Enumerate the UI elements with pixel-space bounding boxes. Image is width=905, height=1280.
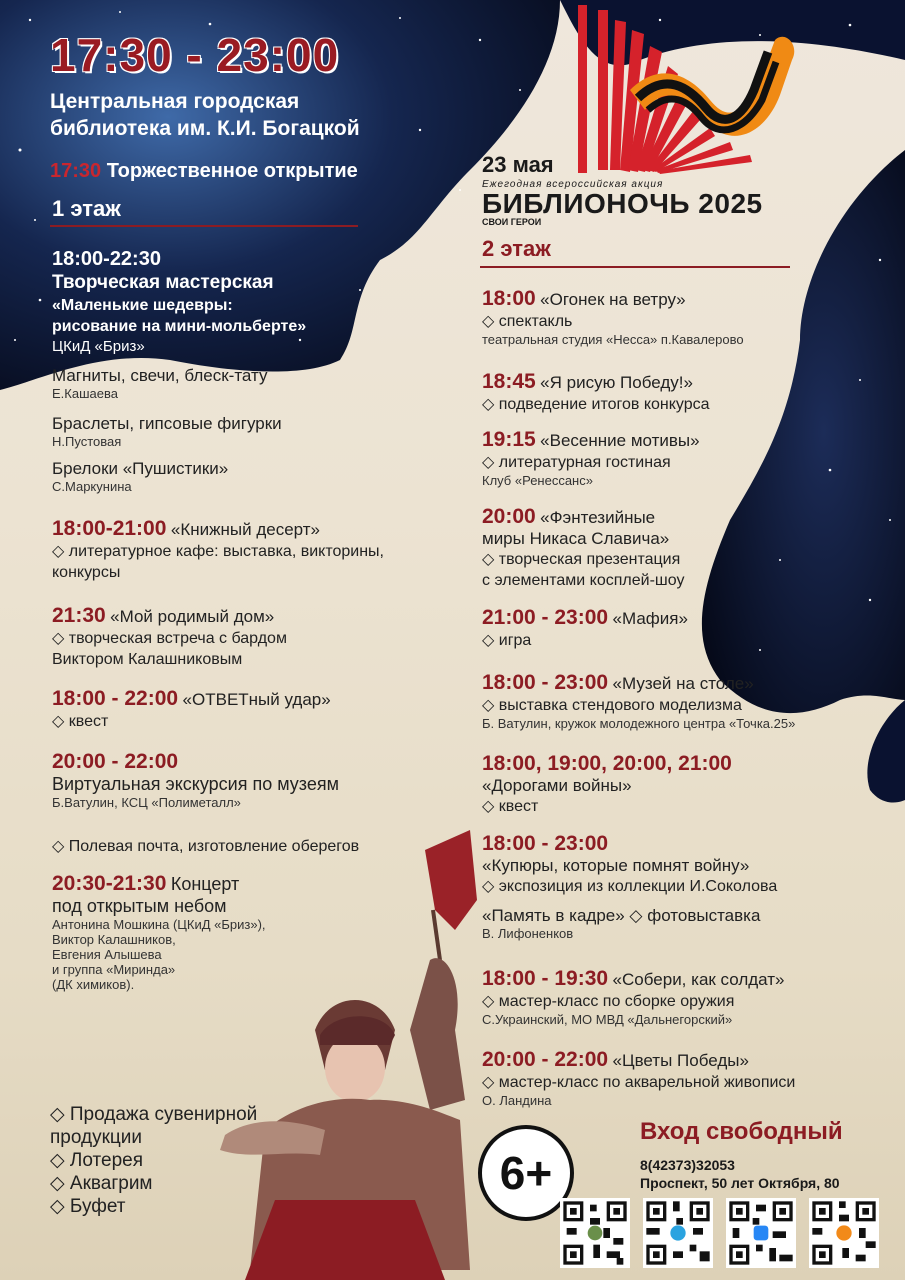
workshop-time: 18:00-22:30 <box>52 248 161 270</box>
floor2-event <box>482 752 902 817</box>
performer: Антонина Мошкина (ЦКиД «Бриз»), <box>52 917 266 932</box>
event-virtual-museum <box>52 750 452 810</box>
event-field-mail: ◇ Полевая почта, изготовление оберегов <box>52 838 360 855</box>
floor2-event <box>482 505 902 591</box>
event-organizer: О. Ландина <box>482 1093 552 1108</box>
workshop-org: ЦКиД «Бриз» <box>52 338 145 355</box>
workshop-item-author: Е.Кашаева <box>52 386 118 401</box>
event-title: «Музей на столе» <box>612 674 754 693</box>
opening-time: 17:30 <box>50 160 102 182</box>
extras-item: ◇ Буфет <box>50 1196 126 1217</box>
event-description: с элементами косплей-шоу <box>482 572 685 589</box>
event-title: «Мой родимый дом» <box>110 607 275 626</box>
event-time: 20:00 - 22:00 <box>52 750 179 773</box>
event-time: 18:45 <box>482 370 536 393</box>
workshop-item-author: Н.Пустовая <box>52 434 122 449</box>
campaign-theme: СВОИ ГЕРОИ <box>482 217 542 227</box>
performer: Виктор Калашников, <box>52 932 176 947</box>
extras-item: продукции <box>50 1127 143 1148</box>
event-book-dessert <box>52 517 472 583</box>
floor2-event <box>482 370 902 415</box>
event-hours: 17:30 - 23:00 <box>50 29 340 81</box>
workshop-item <box>52 366 267 401</box>
phone-number: 8(42373)32053 <box>640 1157 735 1173</box>
floor1-label: 1 этаж <box>52 196 121 221</box>
event-time: 20:00 - 22:00 <box>482 1048 609 1071</box>
performer: и группа «Миринда» <box>52 962 176 977</box>
library-name-line2: библиотека им. К.И. Богацкой <box>50 117 360 140</box>
event-organizer: Б. Ватулин, кружок молодежного центра «Точка.25» <box>482 716 796 731</box>
extras-item: ◇ Лотерея <box>50 1150 143 1171</box>
event-organizer: Клуб «Ренессанс» <box>482 473 593 488</box>
event-title: Концерт <box>170 874 240 894</box>
event-title: «Мафия» <box>612 609 688 628</box>
performer: (ДК химиков). <box>52 977 135 992</box>
campaign-tagline: Ежегодная всероссийская акция <box>482 179 664 190</box>
extras-item: ◇ Аквагрим <box>50 1173 153 1194</box>
library-name-line1: Центральная городская <box>50 90 300 113</box>
event-time: 19:15 <box>482 428 536 451</box>
event-description: ◇ мастер-класс по сборке оружия <box>482 993 735 1010</box>
floor2-event <box>482 671 902 731</box>
event-title-line2: миры Никаса Славича» <box>482 529 670 548</box>
event-time: 18:00 - 19:30 <box>482 967 609 990</box>
qr-code-odnoklassniki-icon[interactable] <box>809 1198 879 1268</box>
age-rating-badge: 6+ <box>478 1125 574 1221</box>
floor2-event <box>482 832 902 941</box>
extras-item: ◇ Продажа сувенирной <box>50 1104 258 1125</box>
event-time: 18:00 - 23:00 <box>482 832 609 855</box>
event-organizer: Б.Ватулин, КСЦ «Полиметалл» <box>52 795 241 810</box>
floor2-event <box>482 606 902 651</box>
event-quest <box>52 687 452 732</box>
workshop-item <box>52 414 282 449</box>
event-title: «Собери, как солдат» <box>612 970 785 989</box>
event-title: «Весенние мотивы» <box>540 431 700 450</box>
floor2-event <box>482 967 902 1027</box>
event-title: «ОТВЕТный удар» <box>182 690 331 709</box>
workshop-title: Творческая мастерская <box>52 272 274 293</box>
floor1-divider <box>50 225 358 227</box>
address: Проспект, 50 лет Октября, 80 <box>640 1175 840 1191</box>
floor2-label: 2 этаж <box>482 236 551 261</box>
workshop-subtitle-line2: рисование на мини-мольберте» <box>52 318 307 335</box>
floor2-event <box>482 1048 902 1108</box>
event-title: «Купюры, которые помнят войну» <box>482 856 750 875</box>
event-description: ◇ мастер-класс по акварельной живописи <box>482 1074 796 1091</box>
workshop-item <box>52 459 228 494</box>
event-description: ◇ творческая встреча с бардом <box>52 630 287 647</box>
event-description: ◇ спектакль <box>482 313 573 330</box>
event-time: 18:00 <box>482 287 536 310</box>
event-description: ◇ игра <box>482 632 532 649</box>
event-description: ◇ литературное кафе: выставка, викторины, <box>52 543 384 560</box>
workshop-item-title: Магниты, свечи, блеск-тату <box>52 366 268 385</box>
event-description: ◇ творческая презентация <box>482 551 681 568</box>
event-organizer: С.Украинский, МО МВД «Дальнегорский» <box>482 1012 733 1027</box>
event-title: Виртуальная экскурсия по музеям <box>52 774 339 794</box>
event-description: Виктором Калашниковым <box>52 651 243 668</box>
workshop-item-author: С.Маркунина <box>52 479 132 494</box>
event-organizer: театральная студия «Несса» п.Кавалерово <box>482 332 744 347</box>
event-description: ◇ подведение итогов конкурса <box>482 396 710 413</box>
event-time: 18:00, 19:00, 20:00, 21:00 <box>482 752 732 775</box>
event-title: «Книжный десерт» <box>170 520 320 539</box>
event-title: «Цветы Победы» <box>612 1051 749 1070</box>
opening-title: Торжественное открытие <box>106 160 358 182</box>
workshop-block <box>52 247 372 357</box>
event-time: 20:00 <box>482 505 536 528</box>
opening-ceremony <box>50 160 358 183</box>
event-description: ◇ экспозиция из коллекции И.Соколова <box>482 878 778 895</box>
event-my-home <box>52 604 452 670</box>
event-title-line2: под открытым небом <box>52 896 227 916</box>
event-time: 18:00 - 22:00 <box>52 687 179 710</box>
campaign-name: БИБЛИОНОЧЬ 2025 <box>482 188 763 219</box>
event-time: 20:30-21:30 <box>52 872 167 895</box>
event-description: конкурсы <box>52 564 121 581</box>
floor2-event <box>482 428 902 488</box>
extras-list <box>50 1103 310 1218</box>
event-description: ◇ литературная гостиная <box>482 454 671 471</box>
event-description: ◇ квест <box>482 798 539 815</box>
event-description: ◇ выставка стендового моделизма <box>482 697 742 714</box>
free-entry-label: Вход свободный <box>640 1118 843 1145</box>
library-name <box>50 88 360 142</box>
workshop-subtitle-line1: «Маленькие шедевры: <box>52 297 233 314</box>
event-title: «Дорогами войны» <box>482 776 632 795</box>
event-organizer: В. Лифоненков <box>482 926 574 941</box>
event-title-secondary: «Память в кадре» ◇ фотовыставка <box>482 906 761 925</box>
biblionight-fan-logo-icon <box>570 0 810 180</box>
qr-code-telegram-icon[interactable] <box>643 1198 713 1268</box>
workshop-item-title: Браслеты, гипсовые фигурки <box>52 414 282 433</box>
qr-code-website-icon[interactable] <box>560 1198 630 1268</box>
event-date: 23 мая <box>482 152 554 177</box>
event-title: «Огонек на ветру» <box>540 290 686 309</box>
qr-code-vk-icon[interactable] <box>726 1198 796 1268</box>
performer: Евгения Алышева <box>52 947 162 962</box>
workshop-item-title: Брелоки «Пушистики» <box>52 459 229 478</box>
event-time: 21:30 <box>52 604 106 627</box>
floor2-event <box>482 287 902 347</box>
event-title: «Я рисую Победу!» <box>540 373 693 392</box>
event-time: 18:00 - 23:00 <box>482 671 609 694</box>
event-description: ◇ квест <box>52 713 109 730</box>
event-time: 21:00 - 23:00 <box>482 606 609 629</box>
event-title: «Фэнтезийные <box>540 508 656 527</box>
floor2-divider <box>480 266 790 268</box>
event-time: 18:00-21:00 <box>52 517 167 540</box>
